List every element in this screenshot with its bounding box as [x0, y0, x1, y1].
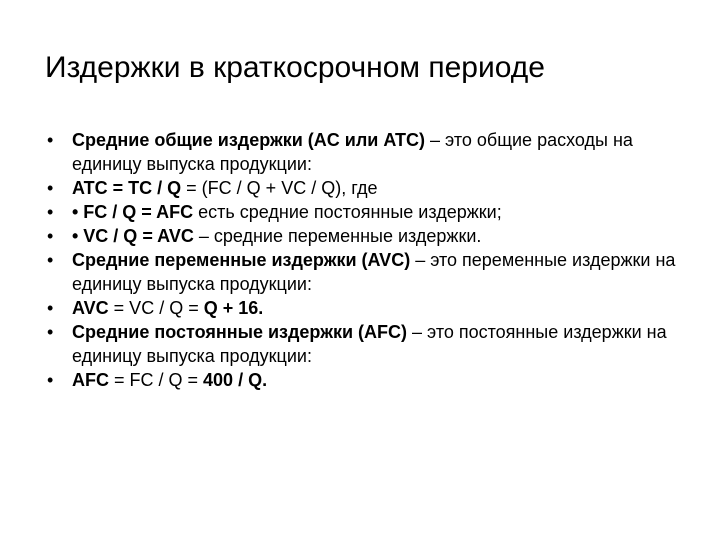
- list-item: [45, 296, 685, 320]
- item-text: • VC / Q = AVC: [72, 226, 194, 246]
- slide-title: Издержки в краткосрочном периоде: [45, 51, 545, 84]
- item-text: – это постоянные издержки на единицу выпуска продукции:: [72, 322, 667, 366]
- bullet-icon: •: [47, 250, 54, 270]
- item-text: = VC / Q =: [108, 298, 204, 318]
- bullet-icon: •: [47, 130, 54, 150]
- bullet-icon: •: [47, 370, 54, 390]
- list-item: [45, 128, 685, 176]
- item-text: 400 / Q.: [203, 370, 268, 390]
- item-text: – средние переменные издержки.: [193, 226, 482, 246]
- item-text: AVC: [72, 298, 109, 318]
- item-text: AFC: [72, 370, 109, 390]
- item-text: – это общие расходы на единицу выпуска продукции:: [72, 130, 633, 174]
- item-text: Q + 16.: [203, 298, 264, 318]
- list-item: [45, 368, 685, 392]
- bullet-icon: •: [47, 202, 54, 222]
- item-text: = (FC / Q + VC / Q), где: [181, 178, 378, 198]
- item-text: Средние постоянные издержки (AFC): [72, 322, 408, 342]
- list-item: [45, 248, 685, 296]
- item-text: есть средние постоянные издержки;: [193, 202, 502, 222]
- item-text: – это переменные издержки на единицу выпуска продукции:: [72, 250, 676, 294]
- item-text: = FC / Q =: [109, 370, 204, 390]
- list-item: [45, 224, 685, 248]
- item-text: Средние общие издержки (AC или ATC): [72, 130, 426, 150]
- list-item: [45, 320, 685, 368]
- item-text: • FC / Q = AFC: [72, 202, 194, 222]
- bullet-icon: •: [47, 298, 54, 318]
- bullet-icon: •: [47, 322, 54, 342]
- item-text: ATC = TC / Q: [72, 178, 182, 198]
- bullet-icon: •: [47, 178, 54, 198]
- list-item: [45, 200, 685, 224]
- item-text: Средние переменные издержки (AVC): [72, 250, 411, 270]
- bullet-icon: •: [47, 226, 54, 246]
- bullet-list: [45, 128, 685, 392]
- list-item: [45, 176, 685, 200]
